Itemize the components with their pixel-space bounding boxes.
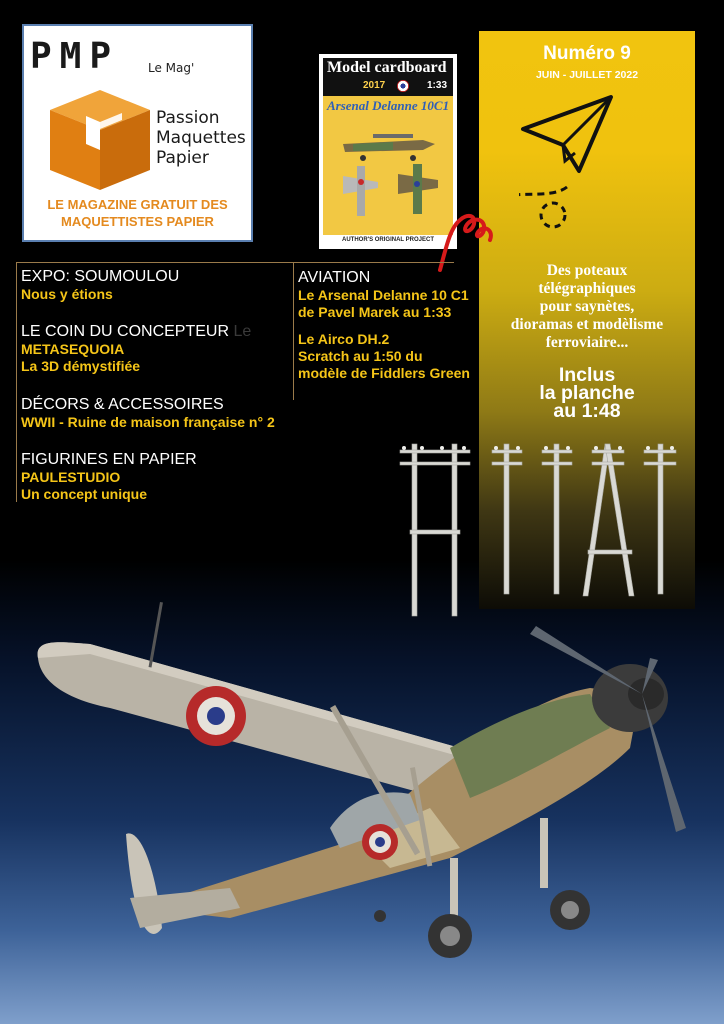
toc-divider xyxy=(16,262,454,263)
toc-entry-decors xyxy=(21,395,275,431)
inclus-line: Inclus xyxy=(558,364,616,386)
toc-heading: LE COIN DU CONCEPTEUR xyxy=(21,323,230,340)
toc-line: Nous y étions xyxy=(21,286,113,302)
toc-entry-concepteur xyxy=(21,322,251,375)
pmp-wordmark: PMP xyxy=(30,36,120,77)
le-mag-label: Le Mag' xyxy=(148,61,195,75)
roundel-icon xyxy=(397,80,409,92)
description-line: pour saynètes, xyxy=(539,298,635,315)
brand-line: Maquettes xyxy=(156,128,246,148)
toc-heading: DÉCORS & ACCESSOIRES xyxy=(21,396,224,413)
toc-right-rule xyxy=(293,262,294,400)
brand-name xyxy=(156,108,246,168)
mc-footer: AUTHOR'S ORIGINAL PROJECT xyxy=(323,235,453,245)
toc-heading: AVIATION xyxy=(298,269,371,286)
included-plate-notice xyxy=(479,366,695,420)
toc-line: de Pavel Marek au 1:33 xyxy=(298,304,452,320)
description-line: télégraphiques xyxy=(538,280,636,297)
tagline-line: LE MAGAZINE GRATUIT DES xyxy=(47,197,228,212)
arsenal-delanne-aircraft-illustration xyxy=(30,598,700,978)
toc-line: METASEQUOIA xyxy=(21,341,125,357)
red-scribble-icon xyxy=(436,208,498,274)
toc-heading: EXPO: SOUMOULOU xyxy=(21,268,180,285)
toc-entry-aviation xyxy=(298,268,470,382)
description-line: ferroviaire... xyxy=(545,334,629,351)
toc-line: PAULESTUDIO xyxy=(21,469,121,485)
toc-line: modèle de Fiddlers Green xyxy=(298,365,470,381)
toc-left-rule xyxy=(16,262,17,502)
inclus-line: la planche xyxy=(539,382,635,404)
toc-line: WWII - Ruine de maison française n° 2 xyxy=(21,414,275,430)
toc-line: Scratch au 1:50 du xyxy=(298,348,423,364)
brand-line: Papier xyxy=(156,148,209,168)
toc-entry-figurines xyxy=(21,450,197,503)
paper-plane-icon xyxy=(519,91,619,231)
toc-entry-expo xyxy=(21,267,179,303)
mc-aircraft-name: Arsenal Delanne 10C1 xyxy=(327,98,450,113)
issue-date: JUIN - JUILLET 2022 xyxy=(535,69,639,81)
description-line: Des poteaux xyxy=(546,262,628,279)
mc-scale: 1:33 xyxy=(426,80,447,91)
pmp-logo-box xyxy=(22,24,253,242)
toc-line: Un concept unique xyxy=(21,486,147,502)
issue-description xyxy=(479,262,695,352)
description-line: dioramas et modèlisme xyxy=(510,316,664,333)
toc-line: Le Airco DH.2 xyxy=(298,331,390,347)
toc-line: La 3D démystifiée xyxy=(21,358,141,374)
toc-line: Le Arsenal Delanne 10 C1 xyxy=(298,287,469,303)
tagline-line: MAQUETTISTES PAPIER xyxy=(61,214,214,229)
aircraft-drawing-icon xyxy=(323,114,453,224)
brand-line: Passion xyxy=(156,108,220,128)
inclus-line: au 1:48 xyxy=(553,400,621,422)
logo-tagline xyxy=(24,196,251,230)
mc-title: Model cardboard xyxy=(327,59,447,76)
cardboard-box-icon xyxy=(46,86,154,194)
telegraph-poles-illustration xyxy=(392,440,682,620)
toc-heading: FIGURINES EN PAPIER xyxy=(21,451,197,468)
issue-number: Numéro 9 xyxy=(543,43,631,64)
mc-year: 2017 xyxy=(363,80,386,91)
toc-heading-extra: Le xyxy=(233,323,252,340)
